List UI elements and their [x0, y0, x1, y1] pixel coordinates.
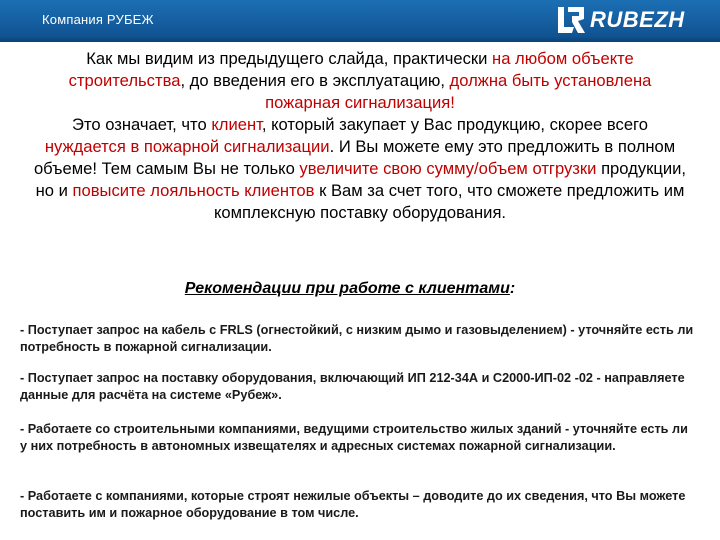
- intro-text: [30, 48, 690, 224]
- intro-p2-i: к Вам за счет того, что сможете предложить им комплексную поставку оборудования.: [213, 181, 685, 222]
- recommendation-item-3: - Работаете со строительными компаниями, ведущими строительство жилых зданий - уточняйте есть ли у них потребность в автономных извещателях и адресных системах пожарной сигнализации.: [20, 422, 688, 453]
- intro-p2-highlight-volume: увеличите свою сумму/объем отгрузки: [299, 159, 597, 178]
- recommendations-title: [0, 280, 700, 298]
- recommendation-item-4: - Работаете с компаниями, которые строят нежилые объекты – доводите до их сведения, что Вы можете поставить им и пожарное оборудование в том числе.: [20, 489, 686, 520]
- header-bar: [0, 0, 720, 42]
- intro-p2-e: . И Вы можете ему это предложить в полном объеме! Тем самым Вы не только: [33, 137, 676, 178]
- rubezh-logo: [554, 3, 716, 39]
- company-name: Компания РУБЕЖ: [42, 12, 154, 27]
- recommendations-title-text: Рекомендации при работе с клиентами: [184, 280, 510, 297]
- recommendations-title-colon: :: [509, 280, 516, 297]
- intro-p2-g: продукции, но и: [35, 159, 687, 200]
- intro-p2-highlight-loyalty: повысите лояльность клиентов: [72, 181, 315, 200]
- intro-p1-a: Как мы видим из предыдущего слайда, практически: [86, 49, 493, 68]
- recommendation-item-2: - Поступает запрос на поставку оборудования, включающий ИП 212-34А и С2000-ИП-02 -02 - направляете данные для расчёта на системе «Рубеж».: [20, 371, 685, 402]
- intro-p2-highlight-client: клиент: [211, 115, 262, 134]
- intro-p2-a: Это означает, что: [72, 115, 212, 134]
- recommendation-item-1: - Поступает запрос на кабель с FRLS (огнестойкий, с низким дымо и газовыделением) - уточняйте есть ли потребность в пожарной сигнализации.: [20, 323, 694, 354]
- intro-p2-highlight-need: нуждается в пожарной сигнализации: [44, 137, 330, 156]
- logo-emblem-icon: [554, 3, 588, 37]
- intro-p1-highlight-1: на любом объекте строительства: [68, 49, 634, 90]
- logo-text: RUBEZH: [590, 7, 685, 32]
- intro-p1-highlight-2: должна быть установлена пожарная сигнализация!: [265, 71, 652, 112]
- intro-p1-c: , до введения его в эксплуатацию,: [180, 71, 450, 90]
- intro-p2-c: , который закупает у Вас продукцию, скорее всего: [261, 115, 648, 134]
